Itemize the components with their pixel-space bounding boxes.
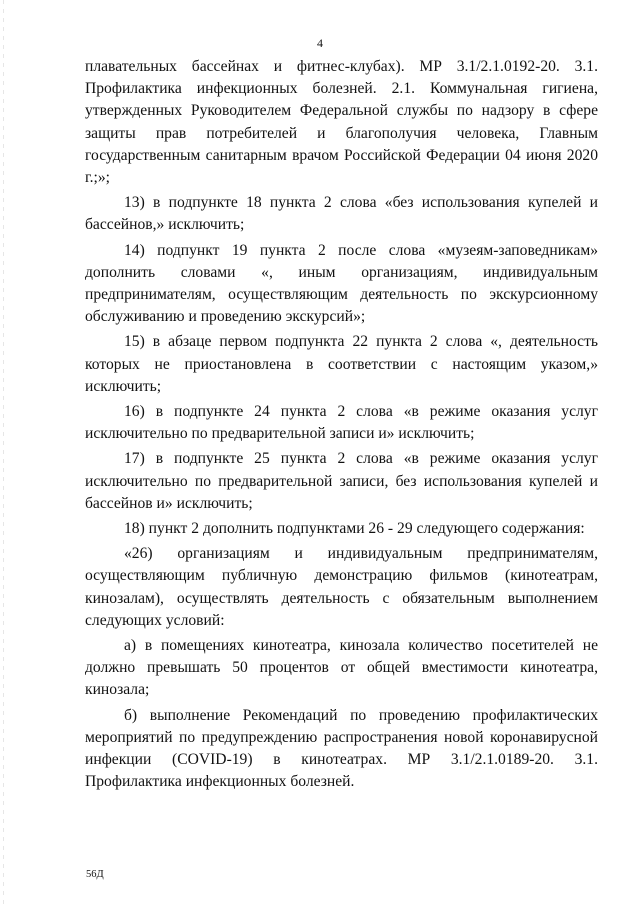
paragraph-subitem-a: а) в помещениях кинотеатра, кинозала количество посетителей не должно превышать 50 процентов от общей вместимости кинотеатра, кинозала;	[85, 637, 598, 699]
paragraph-item-26: «26) организациям и индивидуальным предпринимателям, осуществляющим публичную демонстрацию фильмов (кинотеатрам, кинозалам), осуществлять деятельность с обязательным выполнением следующих условий:	[85, 545, 598, 629]
paragraph-item-16: 16) в подпункте 24 пункта 2 слова «в режиме оказания услуг исключительно по предварительной записи и» исключить;	[85, 403, 598, 443]
paragraph-item-14: 14) подпункт 19 пункта 2 после слова «музеям-заповедникам» дополнить словами «, иным организациям, индивидуальным предпринимателям, осуществляющим деятельность по экскурсионному обслуживанию и проведению экскурсий»;	[85, 241, 598, 326]
paragraph-item-18: 18) пункт 2 дополнить подпунктами 26 - 29 следующего содержания:	[124, 520, 585, 538]
paragraph-item-17: 17) в подпункте 25 пункта 2 слова «в режиме оказания услуг исключительно по предварительной записи, без использования купелей и бассейнов и» исключить;	[85, 450, 598, 512]
footer-code: 56Д	[86, 869, 104, 880]
page-number: 4	[317, 36, 323, 50]
scan-margin-mark	[3, 0, 4, 905]
paragraph-continuation: плавательных бассейнах и фитнес-клубах). МР 3.1/2.1.0192-20. 3.1. Профилактика инфекционных болезней. 2.1. Коммунальная гигиена, утвержденных Руководителем Федеральной службы по надзору в сфере защиты прав потребителей и благополучия человека, Главным государственным санитарным врачом Российской Федерации 04 июня 2020 г.;»;	[85, 58, 598, 187]
paragraph-item-13: 13) в подпункте 18 пункта 2 слова «без использования купелей и бассейнов,» исключить;	[85, 194, 598, 234]
document-body	[85, 56, 598, 794]
paragraph-subitem-b: б) выполнение Рекомендаций по проведению профилактических мероприятий по предупреждению распространения новой коронавирусной инфекции (COVID-19) в кинотеатрах. МР 3.1/2.1.0189-20. 3.1. Профилактика инфекционных болезней.	[85, 706, 598, 791]
paragraph-item-15: 15) в абзаце первом подпункта 22 пункта 2 слова «, деятельность которых не приостановлена в соответствии с настоящим указом,» исключить;	[85, 333, 598, 395]
